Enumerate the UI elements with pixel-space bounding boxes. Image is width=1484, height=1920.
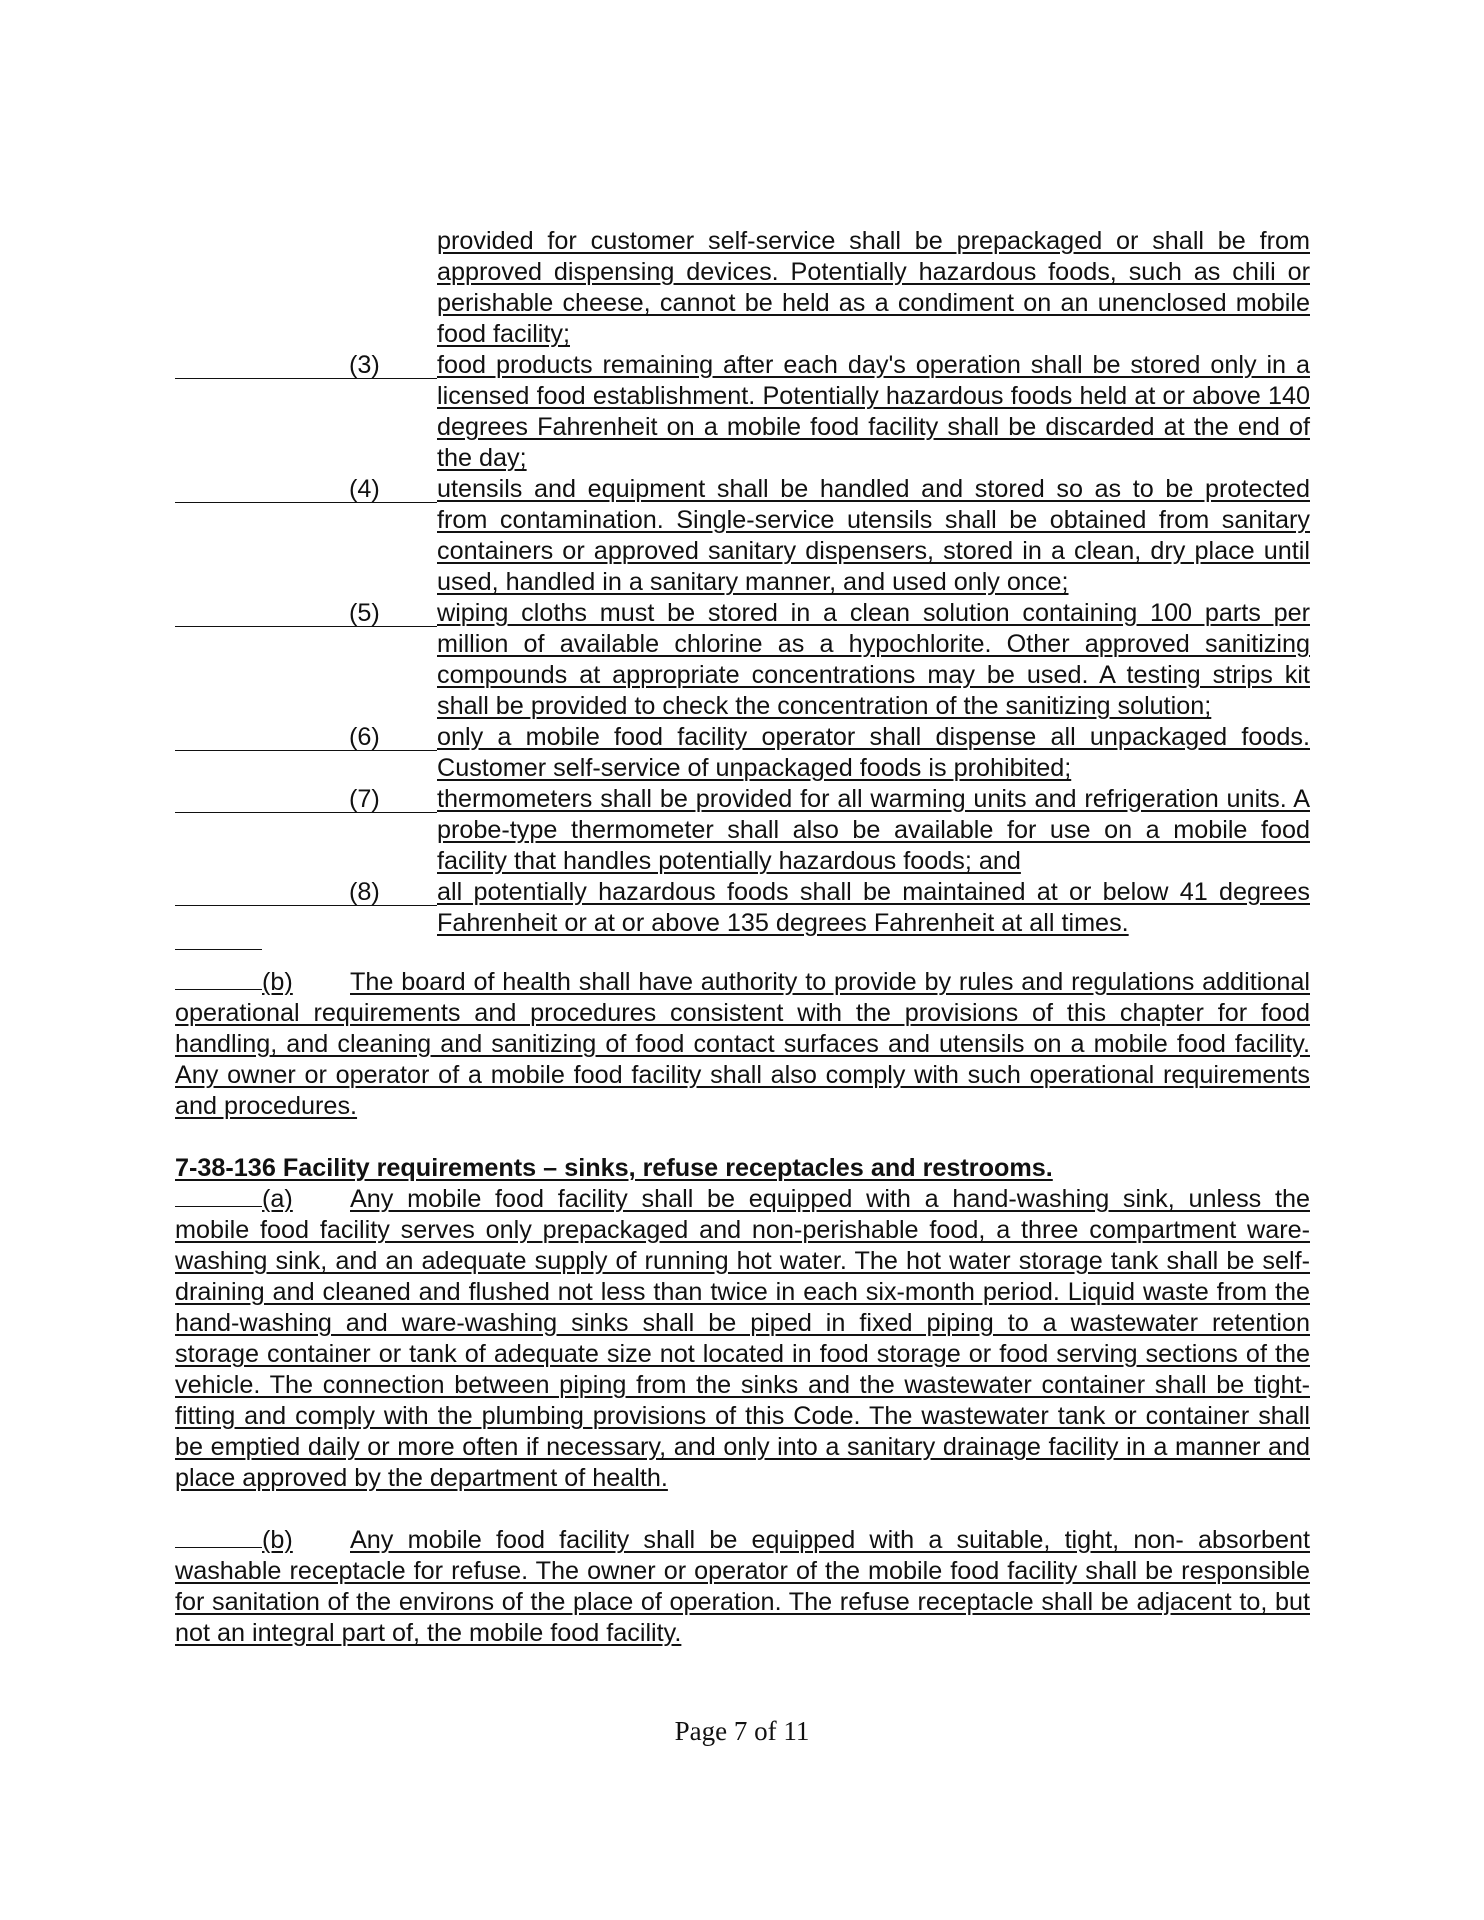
item-text: only a mobile food facility operator shall dispense all unpackaged foods. Customer self-service of unpackaged foods is prohibited; (437, 723, 1310, 782)
page-footer: Page 7 of 11 (674, 1716, 810, 1746)
indent-rule (175, 1205, 262, 1207)
paragraph-label: (b) (262, 968, 293, 996)
item-2-continuation (437, 226, 1310, 350)
list-item (175, 784, 1310, 877)
body-text (175, 226, 1310, 1649)
item-text: food products remaining after each day's operation shall be stored only in a licensed food establishment. Potentially hazardous foods held at or above 140 degrees Fahrenheit on a mobile food facility shall be discarded at the end of the day; (437, 351, 1310, 472)
list-item (175, 598, 1310, 722)
item-number: (8) (349, 878, 380, 906)
item-text: all potentially hazardous foods shall be maintained at or below 41 degrees Fahrenheit or at or above 135 degrees Fahrenheit at all times. (437, 878, 1310, 937)
section-heading (175, 1153, 1310, 1184)
paragraph-a-sinks (175, 1184, 1310, 1494)
lead-rule (175, 905, 437, 906)
item-number: (3) (349, 351, 380, 379)
paragraph-label: (a) (262, 1185, 293, 1213)
paragraph-label: (b) (262, 1526, 293, 1554)
item-text: utensils and equipment shall be handled and stored so as to be protected from contamination. Single-service utensils shall be obtained from sanitary containers or approved sanitary dispensers, stored in a clean, dry place until used, handled in a sanitary manner, and used only once; (437, 475, 1310, 596)
lead-rule (175, 502, 437, 503)
list-item (175, 350, 1310, 474)
paragraph-b-board-of-health (175, 967, 1310, 1122)
list-item (175, 722, 1310, 784)
paragraph-b-refuse (175, 1525, 1310, 1649)
continuation-text: provided for customer self-service shall be prepackaged or shall be from approved dispensing devices. Potentially hazardous foods, such as chili or perishable cheese, cannot be held as a condiment on an unenclosed mobile food facility; (437, 227, 1310, 348)
list-item (175, 877, 1310, 939)
item-number: (6) (349, 723, 380, 751)
section-heading-text: 7-38-136 Facility requirements – sinks, refuse receptacles and restrooms. (175, 1154, 1053, 1182)
item-text: wiping cloths must be stored in a clean solution containing 100 parts per million of available chlorine as a hypochlorite. Other approved sanitizing compounds at appropriate concentrations may be used. A testing strips kit shall be provided to check the concentration of the sanitizing solution; (437, 599, 1310, 720)
lead-rule (175, 626, 437, 627)
lead-rule (175, 812, 437, 813)
item-text: thermometers shall be provided for all warming units and refrigeration units. A probe-type thermometer shall also be available for use on a mobile food facility that handles potentially hazardous foods; and (437, 785, 1310, 875)
paragraph-text: Any mobile food facility shall be equipped with a hand-washing sink, unless the mobile food facility serves only prepackaged and non-perishable food, a three compartment ware-washing sink, and an adequate supply of running hot water. The hot water storage tank shall be self-draining and cleaned and flushed not less than twice in each six-month period. Liquid waste from the hand-washing and ware-washing sinks shall be piped in fixed piping to a wastewater retention storage container or tank of adequate size not located in food storage or food serving sections of the vehicle. The connection between piping from the sinks and the wastewater container shall be tight-fitting and comply with the plumbing provisions of this Code. The wastewater tank or container shall be emptied daily or more often if necessary, and only into a sanitary drainage facility in a manner and place approved by the department of health. (175, 1185, 1310, 1492)
item-number: (4) (349, 475, 380, 503)
paragraph-text: The board of health shall have authority to provide by rules and regulations additional operational requirements and procedures consistent with the provisions of this chapter for food handling, and cleaning and sanitizing of food contact surfaces and utensils on a mobile food facility. Any owner or operator of a mobile food facility shall also comply with such operational requirements and procedures. (175, 968, 1310, 1120)
list-item (175, 474, 1310, 598)
paragraph-text: Any mobile food facility shall be equipped with a suitable, tight, non- absorbent washable receptacle for refuse. The owner or operator of the mobile food facility shall be responsible for sanitation of the environs of the place of operation. The refuse receptacle shall be adjacent to, but not an integral part of, the mobile food facility. (175, 1526, 1310, 1647)
lead-rule (175, 750, 437, 751)
indent-rule (175, 988, 262, 990)
item-number: (5) (349, 599, 380, 627)
lead-rule (175, 378, 437, 379)
item-number: (7) (349, 785, 380, 813)
indent-rule (175, 1546, 262, 1548)
